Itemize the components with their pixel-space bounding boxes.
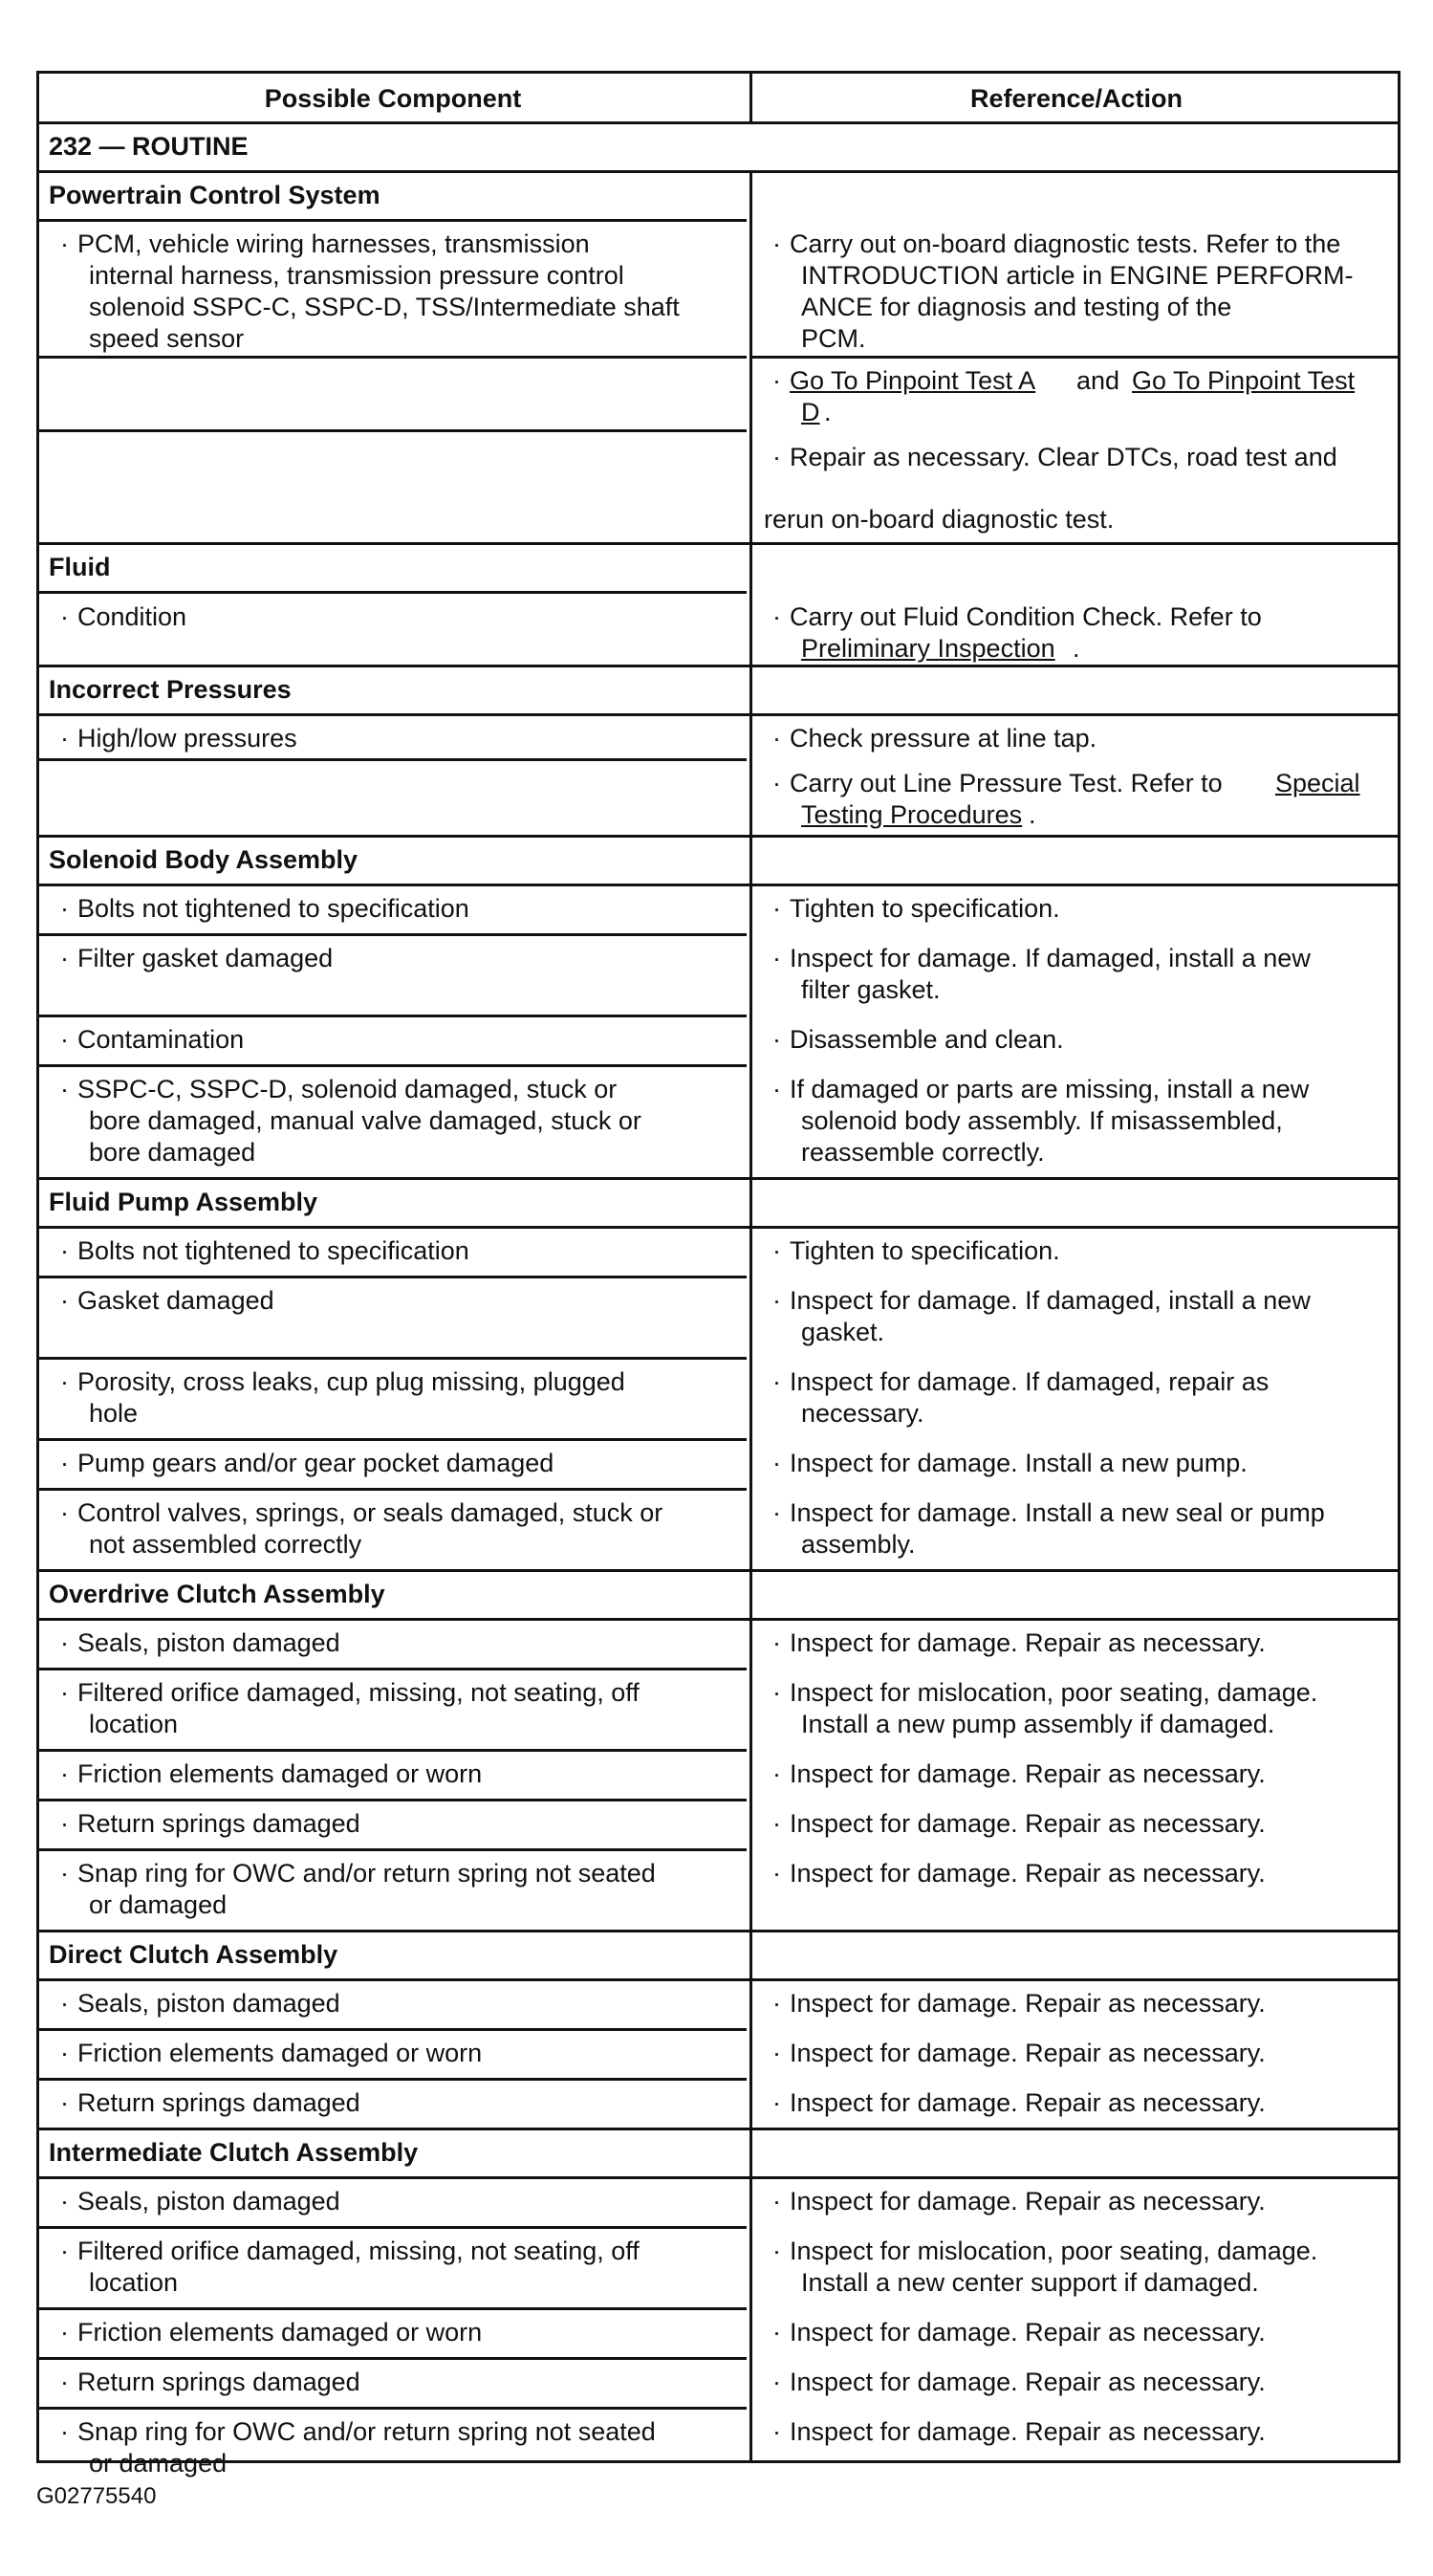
component-text: Snap ring for OWC and/or return spring not seated [77, 2417, 656, 2446]
code-row-border [39, 170, 1400, 173]
bullet-icon: · [60, 724, 69, 753]
component-text: Seals, piston damaged [77, 1628, 340, 1657]
bullet-icon: · [772, 1678, 781, 1707]
bullet-icon: · [60, 2187, 69, 2216]
component-text: Porosity, cross leaks, cup plug missing, plugged [77, 1367, 625, 1396]
section-border [39, 1930, 1400, 1932]
component-text: Contamination [77, 1025, 245, 1054]
bullet-icon: · [60, 1449, 69, 1477]
action-text: . [1073, 634, 1080, 663]
pinpoint-link-d: Go To Pinpoint Test [1132, 366, 1356, 395]
row-border [39, 1799, 747, 1801]
row-border [39, 1668, 747, 1670]
component-text: bore damaged [89, 1138, 256, 1167]
action-text: Inspect for damage. Repair as necessary. [790, 2368, 1266, 2396]
section-title: Intermediate Clutch Assembly [49, 2138, 419, 2167]
row-border [39, 1226, 1400, 1229]
action-text: Inspect for damage. Install a new seal or pump [790, 1498, 1325, 1527]
component-text: hole [89, 1399, 139, 1428]
component-text: Condition [77, 602, 187, 631]
component-text: or damaged [89, 2449, 228, 2478]
section-border [39, 835, 1400, 838]
component-text: Seals, piston damaged [77, 1989, 340, 2018]
component-text: PCM, vehicle wiring harnesses, transmission [77, 229, 590, 258]
component-text: Seals, piston damaged [77, 2187, 340, 2216]
row-border [39, 884, 1400, 886]
action-text: Inspect for damage. Repair as necessary. [790, 1859, 1266, 1888]
bullet-icon: · [772, 2237, 781, 2265]
bullet-icon: · [60, 1025, 69, 1054]
bullet-icon: · [60, 2039, 69, 2067]
action-text: Disassemble and clean. [790, 1025, 1064, 1054]
column-divider [749, 74, 752, 2460]
action-text: Tighten to specification. [790, 894, 1060, 923]
bullet-icon: · [60, 1075, 69, 1103]
bullet-icon: · [772, 894, 781, 923]
section-title: Fluid Pump Assembly [49, 1188, 318, 1216]
header-border [39, 121, 1400, 124]
bullet-icon: · [772, 2318, 781, 2347]
bullet-icon: · [60, 2417, 69, 2446]
row-border [39, 1488, 747, 1491]
bullet-icon: · [772, 366, 781, 395]
component-text: Bolts not tightened to specification [77, 1236, 469, 1265]
component-text: Bolts not tightened to specification [77, 894, 469, 923]
component-text: Return springs damaged [77, 1809, 360, 1838]
action-text: Tighten to specification. [790, 1236, 1060, 1265]
component-text: location [89, 2268, 179, 2297]
figure-id: G02775540 [36, 2483, 157, 2509]
row-border [39, 1438, 747, 1441]
divider-gap [749, 124, 752, 170]
bullet-icon: · [772, 724, 781, 753]
bullet-icon: · [772, 229, 781, 258]
preliminary-inspection-link: Preliminary Inspection [801, 634, 1055, 663]
action-text: Carry out on-board diagnostic tests. Refer to the [790, 229, 1341, 258]
bullet-icon: · [60, 1367, 69, 1396]
component-text: Snap ring for OWC and/or return spring not seated [77, 1859, 656, 1888]
section-border [39, 542, 1400, 545]
action-text: Inspect for damage. Repair as necessary. [790, 1759, 1266, 1788]
bullet-icon: · [772, 2088, 781, 2117]
action-text: Inspect for damage. Repair as necessary. [790, 1628, 1266, 1657]
row-border [39, 1978, 1400, 1981]
action-text: Inspect for damage. Repair as necessary. [790, 1809, 1266, 1838]
bullet-icon: · [60, 1498, 69, 1527]
action-text: filter gasket. [801, 975, 941, 1004]
row-border [39, 2407, 747, 2410]
row-border [39, 1015, 747, 1017]
row-border [39, 2176, 1400, 2179]
action-text: Inspect for mislocation, poor seating, damage. [790, 2237, 1318, 2265]
bullet-icon: · [60, 602, 69, 631]
section-border [39, 1569, 1400, 1572]
action-text: Install a new pump assembly if damaged. [801, 1710, 1275, 1738]
action-text: INTRODUCTION article in ENGINE PERFORM- [801, 261, 1354, 290]
bullet-icon: · [772, 1286, 781, 1315]
bullet-icon: · [60, 1678, 69, 1707]
bullet-icon: · [60, 2368, 69, 2396]
action-text: Carry out Fluid Condition Check. Refer to [790, 602, 1262, 631]
row-border [39, 1276, 747, 1278]
section-border [39, 2128, 1400, 2130]
row-border [39, 713, 1400, 716]
component-text: Return springs damaged [77, 2088, 360, 2117]
section-title: Overdrive Clutch Assembly [49, 1580, 385, 1608]
action-text: and [1076, 366, 1120, 395]
bullet-icon: · [772, 2039, 781, 2067]
bullet-icon: · [772, 1759, 781, 1788]
bullet-icon: · [772, 944, 781, 972]
component-text: SSPC-C, SSPC-D, solenoid damaged, stuck or [77, 1075, 618, 1103]
action-text: If damaged or parts are missing, install a new [790, 1075, 1310, 1103]
bullet-icon: · [60, 2237, 69, 2265]
action-text: solenoid body assembly. If misassembled, [801, 1106, 1283, 1135]
bullet-icon: · [772, 1989, 781, 2018]
row-border [39, 2028, 747, 2031]
action-text: reassemble correctly. [801, 1138, 1045, 1167]
component-text: or damaged [89, 1890, 228, 1919]
row-border [39, 219, 747, 222]
bullet-icon: · [772, 769, 781, 797]
bullet-icon: · [60, 2318, 69, 2347]
action-text: . [824, 398, 832, 426]
component-text: location [89, 1710, 179, 1738]
special-testing-link: Testing Procedures [801, 800, 1023, 829]
action-text: Inspect for damage. Repair as necessary. [790, 2318, 1266, 2347]
row-border [39, 758, 747, 761]
pinpoint-link-d: D [801, 398, 820, 426]
bullet-icon: · [772, 1367, 781, 1396]
bullet-icon: · [60, 229, 69, 258]
bullet-icon: · [60, 1809, 69, 1838]
action-text: Inspect for damage. If damaged, repair as [790, 1367, 1270, 1396]
component-text: Filtered orifice damaged, missing, not seating, off [77, 1678, 640, 1707]
action-text: Inspect for damage. If damaged, install a new [790, 1286, 1311, 1315]
row-border [39, 1749, 747, 1752]
action-text: Inspect for damage. Repair as necessary. [790, 2039, 1266, 2067]
section-title: Direct Clutch Assembly [49, 1940, 338, 1969]
component-text: Filter gasket damaged [77, 944, 334, 972]
bullet-icon: · [772, 1859, 781, 1888]
row-border [39, 591, 747, 594]
row-border [39, 1064, 747, 1067]
pinpoint-link-a: Go To Pinpoint Test A [790, 366, 1036, 395]
bullet-icon: · [772, 1628, 781, 1657]
action-text: ANCE for diagnosis and testing of the [801, 293, 1232, 321]
component-text: Filtered orifice damaged, missing, not seating, off [77, 2237, 640, 2265]
component-text: Return springs damaged [77, 2368, 360, 2396]
action-text: Inspect for damage. Repair as necessary. [790, 2417, 1266, 2446]
action-text: Inspect for mislocation, poor seating, damage. [790, 1678, 1318, 1707]
row-border [39, 933, 747, 936]
bullet-icon: · [772, 1236, 781, 1265]
bullet-icon: · [60, 1989, 69, 2018]
bullet-icon: · [60, 1759, 69, 1788]
component-text: not assembled correctly [89, 1530, 362, 1559]
bullet-icon: · [772, 2417, 781, 2446]
component-text: High/low pressures [77, 724, 297, 753]
action-text: Install a new center support if damaged. [801, 2268, 1259, 2297]
component-text: Friction elements damaged or worn [77, 2039, 483, 2067]
bullet-icon: · [60, 1859, 69, 1888]
bullet-icon: · [60, 894, 69, 923]
component-text: bore damaged, manual valve damaged, stuck or [89, 1106, 641, 1135]
component-text: speed sensor [89, 324, 245, 353]
component-text: internal harness, transmission pressure control [89, 261, 624, 290]
action-text: Inspect for damage. Repair as necessary. [790, 2088, 1266, 2117]
component-text: Pump gears and/or gear pocket damaged [77, 1449, 554, 1477]
section-border [39, 1177, 1400, 1180]
code-row: 232 — ROUTINE [49, 132, 249, 161]
component-text: solenoid SSPC-C, SSPC-D, TSS/Intermediate shaft [89, 293, 680, 321]
action-text: Inspect for damage. Repair as necessary. [790, 1989, 1266, 2018]
action-text: Repair as necessary. Clear DTCs, road test and [790, 443, 1337, 471]
row-border [39, 2226, 747, 2229]
action-text: Inspect for damage. Install a new pump. [790, 1449, 1248, 1477]
action-text: PCM. [801, 324, 866, 353]
row-border [39, 2357, 747, 2360]
section-title: Fluid [49, 553, 111, 581]
section-title: Solenoid Body Assembly [49, 845, 358, 874]
bullet-icon: · [60, 1628, 69, 1657]
row-border [39, 2307, 747, 2310]
action-text: assembly. [801, 1530, 916, 1559]
bullet-icon: · [772, 1449, 781, 1477]
bullet-icon: · [772, 443, 781, 471]
special-testing-link: Special [1275, 769, 1360, 797]
action-text: Inspect for damage. If damaged, install a new [790, 944, 1311, 972]
bullet-icon: · [772, 2368, 781, 2396]
component-text: Friction elements damaged or worn [77, 1759, 483, 1788]
header-possible-component: Possible Component [264, 84, 522, 113]
bullet-icon: · [772, 2187, 781, 2216]
row-border [752, 356, 1400, 359]
action-text: Carry out Line Pressure Test. Refer to [790, 769, 1223, 797]
component-text: Gasket damaged [77, 1286, 274, 1315]
row-border [39, 1618, 1400, 1621]
component-text: Control valves, springs, or seals damaged, stuck or [77, 1498, 663, 1527]
component-text: Friction elements damaged or worn [77, 2318, 483, 2347]
row-border [39, 1848, 747, 1851]
header-reference-action: Reference/Action [969, 84, 1183, 113]
row-border [39, 2078, 747, 2081]
bullet-icon: · [60, 2088, 69, 2117]
bullet-icon: · [60, 1286, 69, 1315]
row-border [39, 356, 747, 359]
bullet-icon: · [60, 944, 69, 972]
bullet-icon: · [772, 1075, 781, 1103]
section-title: Incorrect Pressures [49, 675, 292, 704]
bullet-icon: · [772, 1025, 781, 1054]
action-text: necessary. [801, 1399, 924, 1428]
row-border [39, 429, 747, 432]
section-title: Powertrain Control System [49, 181, 380, 209]
section-border [39, 665, 1400, 667]
action-text: Inspect for damage. Repair as necessary. [790, 2187, 1266, 2216]
action-text: rerun on-board diagnostic test. [764, 505, 1115, 534]
bullet-icon: · [772, 1809, 781, 1838]
bullet-icon: · [772, 602, 781, 631]
action-text: . [1029, 800, 1036, 829]
row-border [39, 1357, 747, 1360]
diagnosis-table [36, 71, 1400, 2478]
action-text: Check pressure at line tap. [790, 724, 1097, 753]
bullet-icon: · [772, 1498, 781, 1527]
action-text: gasket. [801, 1318, 885, 1346]
bullet-icon: · [60, 1236, 69, 1265]
